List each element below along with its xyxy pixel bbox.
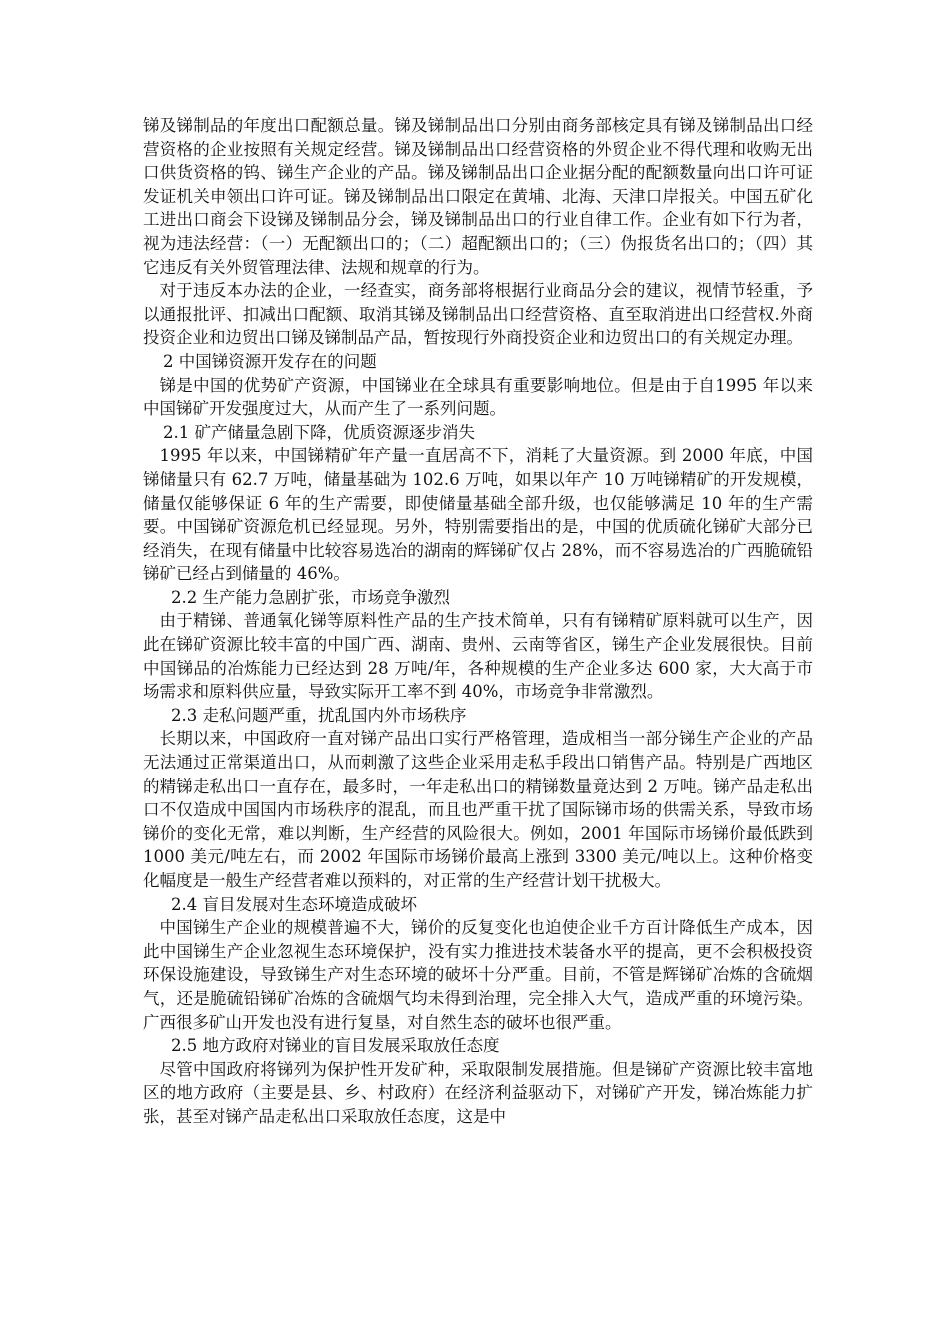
paragraph-export-quota: 锑及锑制品的年度出口配额总量。锑及锑制品出口分别由商务部核定具有锑及锑制品出口经营资格的企业按照有关规定经营。锑及锑制品出口经营资格的外贸企业不得代理和收购无出口供货资格的钨、锑生产企业的产品。锑及锑制品出口企业据分配的配额数量向出口许可证发证机关申领出口许可证。锑及锑制品出口限定在黄埔、北海、天津口岸报关。中国五矿化工进出口商会下设锑及锑制品分会，锑及锑制品出口的行业自律工作。企业有如下行为者，视为违法经营：（一）无配额出口的；（二）超配额出口的；（三）伪报货名出口的；（四）其它违反有关外贸管理法律、法规和规章的行为。 [143,116,813,277]
paragraph-violations-penalty: 对于违反本办法的企业，一经查实，商务部将根据行业商品分会的建议，视情节轻重，予以通报批评、扣减出口配额、取消其锑及锑制品出口经营资格、直至取消进出口经营权.外商投资企业和边贸出口锑及锑制品产品，暂按现行外商投资企业和边贸出口的有关规定办理。 [143,281,813,348]
section-heading-2-1: 2.1 矿产储量急剧下降，优质资源逐步消失 [163,422,475,442]
document-page [143,114,813,1129]
section-heading-2: 2 中国锑资源开发存在的问题 [163,351,377,371]
section-heading-2-3: 2.3 走私问题严重，扰乱国内外市场秩序 [171,705,467,725]
paragraph-environment: 中国锑生产企业的规模普遍不大，锑价的反复变化也迫使企业千方百计降低生产成本，因此中国锑生产企业忽视生态环境保护，没有实力推进技术装备水平的提高，更不会积极投资环保设施建设，导致锑生产对生态环境的破坏十分严重。目前，不管是辉锑矿冶炼的含硫烟气，还是脆硫铅锑矿冶炼的含硫烟气均未得到治理，完全排入大气，造成严重的环境污染。广西很多矿山开发也没有进行复垦，对自然生态的破坏也很严重。 [143,918,813,1032]
section-heading-2-4: 2.4 盲目发展对生态环境造成破坏 [171,894,417,914]
paragraph-smuggling: 长期以来，中国政府一直对锑产品出口实行严格管理，造成相当一部分锑生产企业的产品无法通过正常渠道出口，从而刺激了这些企业采用走私手段出口销售产品。特别是广西地区的精锑走私出口一直存在，最多时，一年走私出口的精锑数量竟达到 2 万吨。锑产品走私出口不仅造成中国国内市场秩序的混乱，而且也严重干扰了国际锑市场的供需关系，导致市场锑价的变化无常，难以判断，生产经营的风险很大。例如，2001 年国际市场锑价最低跌到 1000 美元/吨左右，而 2002 年国际市场锑价最高上涨到 3300 美元/吨以上。这种价格变化幅度是一般生产经营者难以预料的，对正常的生产经营计划干扰极大。 [143,729,813,890]
section-heading-2-5: 2.5 地方政府对锑业的盲目发展采取放任态度 [171,1036,500,1056]
paragraph-intro-problems: 锑是中国的优势矿产资源，中国锑业在全球具有重要影响地位。但是由于自1995 年以来中国锑矿开发强度过大，从而产生了一系列问题。 [143,375,813,419]
paragraph-local-government: 尽管中国政府将锑列为保护性开发矿种，采取限制发展措施。但是锑矿产资源比较丰富地区的地方政府（主要是县、乡、村政府）在经济利益驱动下，对锑矿产开发，锑冶炼能力扩张，甚至对锑产品走私出口采取放任态度，这是中 [143,1059,813,1126]
paragraph-capacity: 由于精锑、普通氧化锑等原料性产品的生产技术简单，只有有锑精矿原料就可以生产，因此在锑矿资源比较丰富的中国广西、湖南、贵州、云南等省区，锑生产企业发展很快。目前中国锑品的冶炼能力已经达到 28 万吨/年，各种规模的生产企业多达 600 家，大大高于市场需求和原料供应量，导致实际开工率不到 40%，市场竞争非常激烈。 [143,611,813,702]
section-heading-2-2: 2.2 生产能力急剧扩张，市场竞争激烈 [171,587,450,607]
paragraph-reserves: 1995 年以来，中国锑精矿年产量一直居高不下，消耗了大量资源。到 2000 年底，中国锑储量只有 62.7 万吨，储量基础为 102.6 万吨，如果以年产 10 万吨锑精矿的开发规模，储量仅能够保证 6 年的生产需要，即使储量基础全部升级，也仅能够满足 10 年的生产需要。中国锑矿资源危机已经显现。另外，特别需要指出的是，中国的优质硫化锑矿大部分已经消失，在现有储量中比较容易选冶的湖南的辉锑矿仅占 28%，而不容易选冶的广西脆硫铅锑矿已经占到储量的 46%。 [143,446,813,584]
